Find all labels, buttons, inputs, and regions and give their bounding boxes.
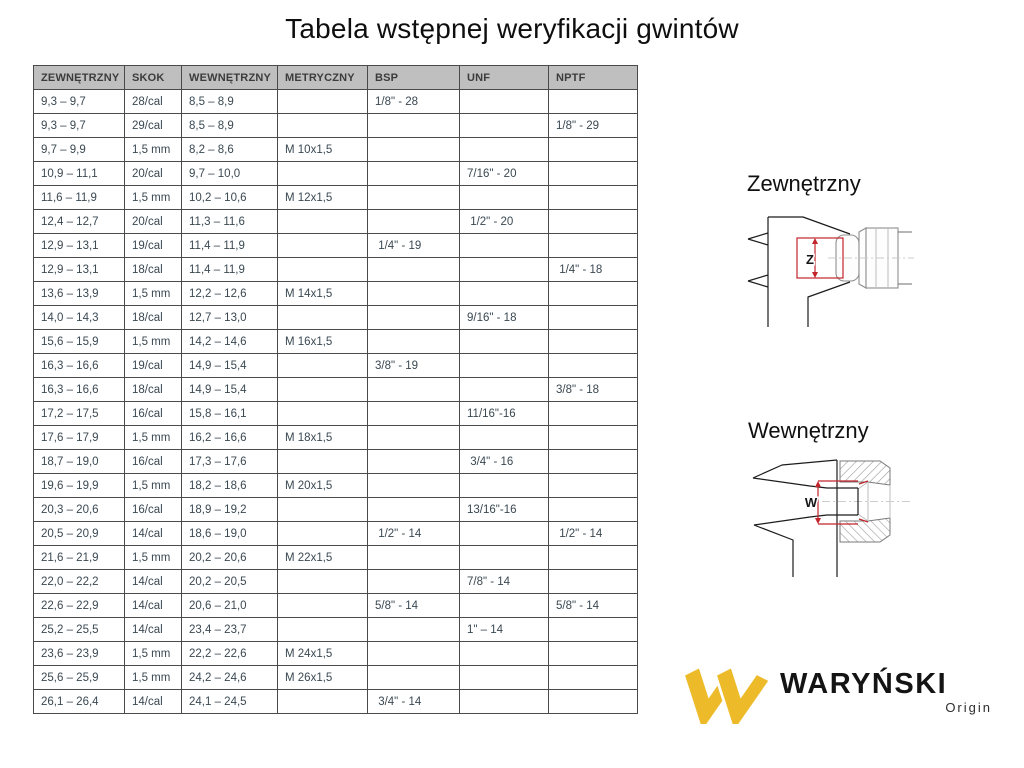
table-row bbox=[34, 546, 638, 570]
table-cell: 1" – 14 bbox=[460, 618, 549, 642]
table-row bbox=[34, 210, 638, 234]
table-cell bbox=[368, 474, 460, 498]
table-cell: 1,5 mm bbox=[125, 666, 182, 690]
table-cell: 9,3 – 9,7 bbox=[34, 90, 125, 114]
table-cell: 19/cal bbox=[125, 234, 182, 258]
table-cell: 12,9 – 13,1 bbox=[34, 234, 125, 258]
table-cell: 18/cal bbox=[125, 258, 182, 282]
table-cell: 26,1 – 26,4 bbox=[34, 690, 125, 714]
table-cell: 18,2 – 18,6 bbox=[182, 474, 278, 498]
table-cell bbox=[460, 90, 549, 114]
brand-logo-w-icon bbox=[670, 664, 774, 724]
table-cell: M 16x1,5 bbox=[278, 330, 368, 354]
table-cell: 22,0 – 22,2 bbox=[34, 570, 125, 594]
table-cell bbox=[368, 306, 460, 330]
table-cell: 23,4 – 23,7 bbox=[182, 618, 278, 642]
table-cell: 8,2 – 8,6 bbox=[182, 138, 278, 162]
table-cell bbox=[278, 354, 368, 378]
table-cell bbox=[549, 306, 638, 330]
table-cell bbox=[460, 474, 549, 498]
table-cell: 21,6 – 21,9 bbox=[34, 546, 125, 570]
table-cell: 18,9 – 19,2 bbox=[182, 498, 278, 522]
external-thread-label: Zewnętrzny bbox=[747, 171, 861, 196]
table-cell bbox=[549, 690, 638, 714]
table-cell: 16,2 – 16,6 bbox=[182, 426, 278, 450]
internal-thread-diagram bbox=[740, 450, 920, 588]
table-cell bbox=[368, 402, 460, 426]
table-cell: 5/8" - 14 bbox=[549, 594, 638, 618]
table-row bbox=[34, 162, 638, 186]
table-cell bbox=[549, 546, 638, 570]
column-header: METRYCZNY bbox=[278, 66, 368, 90]
table-cell bbox=[368, 450, 460, 474]
table-cell bbox=[278, 618, 368, 642]
table-cell: 3/8" - 19 bbox=[368, 354, 460, 378]
table-cell bbox=[460, 330, 549, 354]
table-cell: 1/2" - 14 bbox=[368, 522, 460, 546]
table-cell bbox=[460, 354, 549, 378]
table-cell bbox=[460, 114, 549, 138]
table-cell: 3/8" - 18 bbox=[549, 378, 638, 402]
table-cell: M 22x1,5 bbox=[278, 546, 368, 570]
table-cell: 8,5 – 8,9 bbox=[182, 114, 278, 138]
table-cell bbox=[368, 258, 460, 282]
table-row bbox=[34, 282, 638, 306]
table-cell bbox=[549, 90, 638, 114]
table-cell: 29/cal bbox=[125, 114, 182, 138]
table-cell bbox=[368, 162, 460, 186]
column-header: WEWNĘTRZNY bbox=[182, 66, 278, 90]
table-cell bbox=[549, 282, 638, 306]
table-row bbox=[34, 474, 638, 498]
table-cell bbox=[278, 450, 368, 474]
table-cell: 16/cal bbox=[125, 498, 182, 522]
table-cell: 9,7 – 10,0 bbox=[182, 162, 278, 186]
table-row bbox=[34, 666, 638, 690]
table-cell bbox=[460, 138, 549, 162]
table-cell: 9,3 – 9,7 bbox=[34, 114, 125, 138]
table-cell bbox=[549, 330, 638, 354]
table-cell: 20/cal bbox=[125, 210, 182, 234]
table-cell bbox=[549, 186, 638, 210]
table-cell: 1,5 mm bbox=[125, 426, 182, 450]
table-row bbox=[34, 234, 638, 258]
table-cell: 1,5 mm bbox=[125, 186, 182, 210]
table-cell: 1,5 mm bbox=[125, 546, 182, 570]
table-row bbox=[34, 114, 638, 138]
table-row bbox=[34, 642, 638, 666]
table-cell bbox=[549, 498, 638, 522]
table-cell: 19,6 – 19,9 bbox=[34, 474, 125, 498]
table-cell: 20,5 – 20,9 bbox=[34, 522, 125, 546]
table-cell: 14/cal bbox=[125, 618, 182, 642]
table-cell bbox=[278, 402, 368, 426]
table-cell: 16,3 – 16,6 bbox=[34, 378, 125, 402]
column-header: NPTF bbox=[549, 66, 638, 90]
column-header: UNF bbox=[460, 66, 549, 90]
table-cell bbox=[549, 642, 638, 666]
table-cell bbox=[368, 210, 460, 234]
brand-text bbox=[780, 664, 992, 715]
table-cell: 17,6 – 17,9 bbox=[34, 426, 125, 450]
table-cell: 15,8 – 16,1 bbox=[182, 402, 278, 426]
table-cell: 12,7 – 13,0 bbox=[182, 306, 278, 330]
table-cell: 28/cal bbox=[125, 90, 182, 114]
table-cell bbox=[460, 234, 549, 258]
table-cell: 22,6 – 22,9 bbox=[34, 594, 125, 618]
table-cell bbox=[460, 522, 549, 546]
table-cell bbox=[368, 426, 460, 450]
table-cell: M 18x1,5 bbox=[278, 426, 368, 450]
table-cell: 23,6 – 23,9 bbox=[34, 642, 125, 666]
table-body bbox=[34, 90, 638, 714]
table-cell: 18/cal bbox=[125, 306, 182, 330]
table-cell: 14,2 – 14,6 bbox=[182, 330, 278, 354]
table-row bbox=[34, 186, 638, 210]
table-cell: 1/2" - 14 bbox=[549, 522, 638, 546]
table-cell: 1/4" - 18 bbox=[549, 258, 638, 282]
table-cell: 16/cal bbox=[125, 450, 182, 474]
table-cell: 17,2 – 17,5 bbox=[34, 402, 125, 426]
table-row bbox=[34, 306, 638, 330]
caliper-outline bbox=[768, 217, 850, 234]
column-header: SKOK bbox=[125, 66, 182, 90]
table-cell: 11,4 – 11,9 bbox=[182, 258, 278, 282]
table-row bbox=[34, 522, 638, 546]
table-cell bbox=[278, 306, 368, 330]
table-cell bbox=[368, 498, 460, 522]
table-cell bbox=[549, 450, 638, 474]
caliper-outline bbox=[753, 460, 837, 478]
table-cell: 14/cal bbox=[125, 522, 182, 546]
table-row bbox=[34, 690, 638, 714]
table-cell bbox=[278, 258, 368, 282]
table-cell: M 12x1,5 bbox=[278, 186, 368, 210]
table-cell bbox=[368, 330, 460, 354]
table-cell bbox=[368, 642, 460, 666]
table-row bbox=[34, 402, 638, 426]
table-cell: 13,6 – 13,9 bbox=[34, 282, 125, 306]
table-row bbox=[34, 90, 638, 114]
column-header: ZEWNĘTRZNY bbox=[34, 66, 125, 90]
table-cell: 12,4 – 12,7 bbox=[34, 210, 125, 234]
table-cell bbox=[460, 666, 549, 690]
table-cell bbox=[549, 570, 638, 594]
table-cell bbox=[549, 210, 638, 234]
table-cell: 14/cal bbox=[125, 570, 182, 594]
table-row bbox=[34, 570, 638, 594]
table-cell bbox=[368, 378, 460, 402]
dimension-w-text: W bbox=[804, 495, 818, 510]
table-cell: 8,5 – 8,9 bbox=[182, 90, 278, 114]
table-cell bbox=[460, 378, 549, 402]
table-cell: 7/8" - 14 bbox=[460, 570, 549, 594]
table-cell: 24,2 – 24,6 bbox=[182, 666, 278, 690]
table-cell: 9,7 – 9,9 bbox=[34, 138, 125, 162]
table-cell: 18,6 – 19,0 bbox=[182, 522, 278, 546]
table-cell bbox=[549, 618, 638, 642]
table-cell: 1/8" - 28 bbox=[368, 90, 460, 114]
table-cell: 20,2 – 20,6 bbox=[182, 546, 278, 570]
table-cell bbox=[460, 594, 549, 618]
brand-logo bbox=[670, 664, 992, 724]
table-cell: 3/4" - 14 bbox=[368, 690, 460, 714]
table-row bbox=[34, 426, 638, 450]
table-row bbox=[34, 618, 638, 642]
table-cell bbox=[549, 666, 638, 690]
table-cell: 13/16"-16 bbox=[460, 498, 549, 522]
table-cell: 1/2" - 20 bbox=[460, 210, 549, 234]
table-cell: 14,9 – 15,4 bbox=[182, 354, 278, 378]
table-cell: 18,7 – 19,0 bbox=[34, 450, 125, 474]
table-cell bbox=[460, 546, 549, 570]
table-cell: 11,6 – 11,9 bbox=[34, 186, 125, 210]
table-cell: 1,5 mm bbox=[125, 642, 182, 666]
table-cell: 22,2 – 22,6 bbox=[182, 642, 278, 666]
table-cell bbox=[549, 474, 638, 498]
table-cell bbox=[549, 354, 638, 378]
external-thread-diagram bbox=[740, 206, 920, 338]
table-cell: 12,2 – 12,6 bbox=[182, 282, 278, 306]
internal-thread-label: Wewnętrzny bbox=[748, 418, 869, 443]
table-cell bbox=[549, 426, 638, 450]
table-cell bbox=[549, 162, 638, 186]
table-cell: 9/16" - 18 bbox=[460, 306, 549, 330]
table-cell: 25,2 – 25,5 bbox=[34, 618, 125, 642]
table-cell: 18/cal bbox=[125, 378, 182, 402]
table-cell bbox=[460, 258, 549, 282]
table-cell: 5/8" - 14 bbox=[368, 594, 460, 618]
table-cell: 11/16"-16 bbox=[460, 402, 549, 426]
table-cell: 19/cal bbox=[125, 354, 182, 378]
brand-name: WARYŃSKI bbox=[780, 668, 948, 700]
table-cell: 1/8" - 29 bbox=[549, 114, 638, 138]
brand-origin-label: Origin bbox=[945, 700, 992, 715]
table-cell: 1,5 mm bbox=[125, 474, 182, 498]
table-cell: 1,5 mm bbox=[125, 138, 182, 162]
table-cell: M 20x1,5 bbox=[278, 474, 368, 498]
table-cell bbox=[368, 114, 460, 138]
table-cell bbox=[549, 138, 638, 162]
table-cell: 12,9 – 13,1 bbox=[34, 258, 125, 282]
caliper-jaw-tip bbox=[748, 233, 768, 245]
table-cell: 1,5 mm bbox=[125, 330, 182, 354]
table-cell: 10,9 – 11,1 bbox=[34, 162, 125, 186]
thread-table bbox=[33, 65, 638, 714]
table-cell: 17,3 – 17,6 bbox=[182, 450, 278, 474]
table-cell: 20/cal bbox=[125, 162, 182, 186]
table-row bbox=[34, 330, 638, 354]
table-cell: M 24x1,5 bbox=[278, 642, 368, 666]
table-cell: 7/16" - 20 bbox=[460, 162, 549, 186]
table-cell bbox=[368, 618, 460, 642]
table-cell: 1,5 mm bbox=[125, 282, 182, 306]
table-cell: 3/4" - 16 bbox=[460, 450, 549, 474]
table-cell: 20,3 – 20,6 bbox=[34, 498, 125, 522]
column-header: BSP bbox=[368, 66, 460, 90]
table-cell bbox=[278, 522, 368, 546]
table-cell: 24,1 – 24,5 bbox=[182, 690, 278, 714]
table-cell: 14/cal bbox=[125, 594, 182, 618]
table-cell bbox=[460, 642, 549, 666]
table-cell bbox=[549, 234, 638, 258]
caliper-jaw-tip bbox=[748, 275, 768, 287]
table-cell bbox=[278, 90, 368, 114]
table-cell bbox=[278, 114, 368, 138]
table-cell bbox=[278, 162, 368, 186]
table-cell: M 10x1,5 bbox=[278, 138, 368, 162]
table-header-row bbox=[34, 66, 638, 90]
table-cell bbox=[460, 426, 549, 450]
table-cell: 25,6 – 25,9 bbox=[34, 666, 125, 690]
table-cell: 16/cal bbox=[125, 402, 182, 426]
table-cell: 10,2 – 10,6 bbox=[182, 186, 278, 210]
table-cell: 11,3 – 11,6 bbox=[182, 210, 278, 234]
table-cell: 15,6 – 15,9 bbox=[34, 330, 125, 354]
table-cell bbox=[368, 546, 460, 570]
table-cell bbox=[368, 666, 460, 690]
table-cell: M 26x1,5 bbox=[278, 666, 368, 690]
dimension-z-text: Z bbox=[806, 252, 814, 267]
table-row bbox=[34, 354, 638, 378]
table-cell bbox=[460, 186, 549, 210]
table-row bbox=[34, 450, 638, 474]
table-cell: 16,3 – 16,6 bbox=[34, 354, 125, 378]
table-row bbox=[34, 594, 638, 618]
table-cell bbox=[278, 570, 368, 594]
table-cell: 14/cal bbox=[125, 690, 182, 714]
table-cell: 14,9 – 15,4 bbox=[182, 378, 278, 402]
table-cell: 1/4" - 19 bbox=[368, 234, 460, 258]
table-cell: 20,2 – 20,5 bbox=[182, 570, 278, 594]
table-cell bbox=[278, 594, 368, 618]
table-row bbox=[34, 138, 638, 162]
page-title: Tabela wstępnej weryfikacji gwintów bbox=[285, 13, 739, 44]
table-cell bbox=[278, 690, 368, 714]
table-cell bbox=[368, 282, 460, 306]
table-cell bbox=[368, 138, 460, 162]
table-cell bbox=[460, 282, 549, 306]
table-row bbox=[34, 378, 638, 402]
table-cell bbox=[368, 186, 460, 210]
table-cell bbox=[278, 378, 368, 402]
table-cell bbox=[278, 234, 368, 258]
table-cell bbox=[460, 690, 549, 714]
table-cell bbox=[368, 570, 460, 594]
table-row bbox=[34, 498, 638, 522]
table-cell bbox=[278, 210, 368, 234]
table-cell bbox=[549, 402, 638, 426]
table-cell: 11,4 – 11,9 bbox=[182, 234, 278, 258]
table-cell: 20,6 – 21,0 bbox=[182, 594, 278, 618]
table-row bbox=[34, 258, 638, 282]
table-cell: M 14x1,5 bbox=[278, 282, 368, 306]
table-cell: 14,0 – 14,3 bbox=[34, 306, 125, 330]
table-cell bbox=[278, 498, 368, 522]
